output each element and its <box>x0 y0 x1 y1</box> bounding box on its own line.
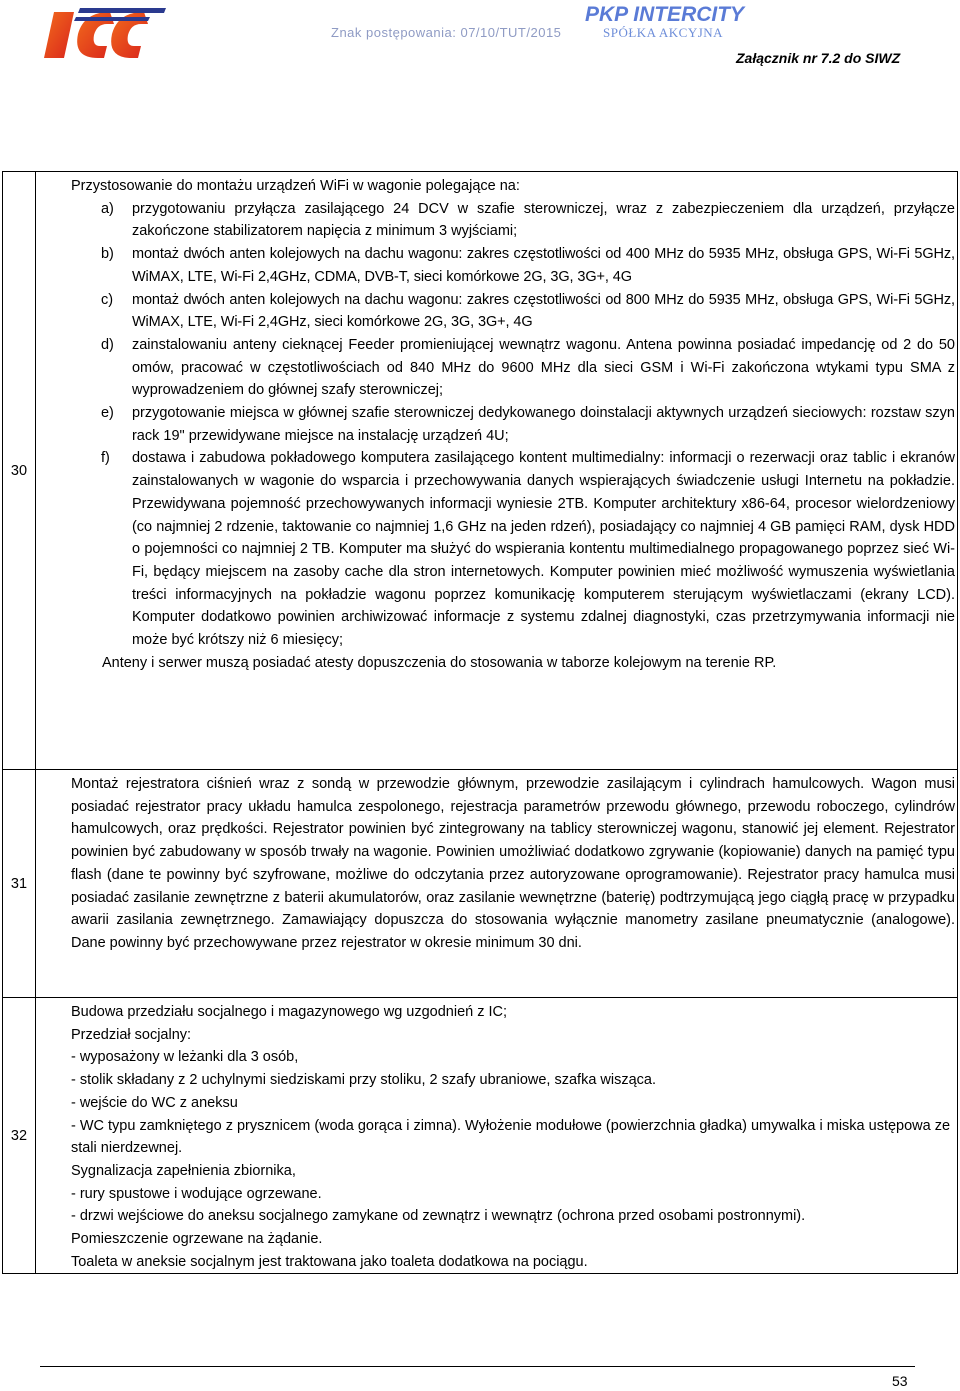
table-row <box>3 172 957 769</box>
row-number: 31 <box>3 770 36 997</box>
row-line: - rury spustowe i wodujące ogrzewane. <box>70 1185 322 1202</box>
brand-name: PKP INTERCITY <box>585 3 745 26</box>
table-row <box>3 769 957 997</box>
row-line: - wyposażony w leżanki dla 3 osób, <box>70 1049 299 1066</box>
page-number: 53 <box>892 1373 908 1389</box>
item-text: przygotowaniu przyłącza zasilającego 24 DCV w szafie sterowniczej, wraz z zabezpieczeniem dla urządzeń, przyłącze zakończone stabilizatorem napięcia z minimum 3 wyjściami; <box>131 200 955 240</box>
row-closing: Anteny i serwer muszą posiadać atesty dopuszczenia do stosowania w taborze kolejowym na terenie RP. <box>101 654 777 671</box>
row-line: Sygnalizacja zapełnienia zbiornika, <box>70 1162 296 1179</box>
row-line: - drzwi wejściowe do aneksu socjalnego zamykane od zewnątrz i wewnątrz (ochrona przed osobami postronnymi). <box>70 1208 806 1225</box>
item-text: przygotowanie miejsca w głównej szafie sterowniczej dedykowanego doinstalacji aktywnych urządzeń sieciowych: rozstaw szyn rack 19" przewidywane miejsce na instalację urządzeń 4U; <box>131 405 955 444</box>
item-label: d) <box>100 336 114 353</box>
row-line: - stolik składany z 2 uchylnymi siedziskami przy stoliku, 2 szafy ubraniowe, szafka wisząca. <box>70 1072 657 1089</box>
item-label: c) <box>100 291 114 308</box>
item-text: zainstalowaniu anteny cieknącej Feeder promieniującej wewnątrz wagonu. Antena powinna posiadać impedancję od 2 do 50 omów, pracować w częstotliwościach od 840 MHz do 9600 MHz dla sieci GSM i Wi-Fi zakończona wtykami typu SMA z wyprowadzeniem do głównej szafy sterowniczej; <box>131 336 955 399</box>
item-label: b) <box>100 246 114 263</box>
row-intro: Przystosowanie do montażu urządzeń WiFi w wagonie polegające na: <box>70 178 520 194</box>
row-text: Montaż rejestratora ciśnień wraz z sondą w przewodzie głównym, przewodzie zasilającym i cylindrach hamulcowych. Wagon musi posiadać rejestrator pracy układu hamulca zespolonego, rejestracja parametrów przewodu głównego, przewodu roboczego, cylindrów hamulcowych, oraz prędkości. Rejestrator powinien być zintegrowany na tablicy sterowniczej wagonu, stanowić jej element. Rejestrator powinien być zabudowany w sposób trwały na wagonie. Powinien umożliwiać dodatkowo zgrywanie (kopiowanie) danych na pamięć typu flash (dane te powinny być szyfrowane, możliwe do odczytania przez autoryzowane oprogramowanie). Rejestrator pracy hamulca musi posiadać zasilanie zewnętrzne z baterii akumulatorów, oraz zasilanie wewnętrzne (baterię) podtrzymującą jego ciągłą pracę w przypadku awarii zasilania zewnętrznego. Zamawiający dopuszcza do stosowania wyłącznie manometry zasilane pneumatycznie (analogowe). Dane powinny być przechowywane przez rejestrator w okresie minimum 30 dni. <box>70 776 955 951</box>
list-item <box>71 289 955 334</box>
list-item <box>71 198 955 243</box>
procurement-reference: Znak postępowania: 07/10/TUT/2015 <box>331 25 562 40</box>
row-number: 32 <box>3 998 36 1273</box>
row-content <box>36 172 957 769</box>
list-item <box>71 447 955 651</box>
row-line: - wejście do WC z aneksu <box>70 1094 238 1111</box>
item-label: e) <box>100 405 114 422</box>
row-content <box>36 998 957 1273</box>
item-label: f) <box>100 450 110 467</box>
page-header <box>0 0 960 70</box>
footer-divider <box>40 1366 915 1367</box>
row-line: Pomieszczenie ogrzewane na żądanie. <box>70 1231 323 1248</box>
list-item <box>71 243 955 288</box>
row-line: - WC typu zamkniętego z prysznicem (woda gorąca i zimna). Wyłożenie modułowe (powierzchnia gładka) umywalka i miska ustępowa ze stali nierdzewnej. <box>70 1117 951 1157</box>
row-number: 30 <box>3 172 36 769</box>
requirements-table <box>2 171 958 1274</box>
row-line: Toaleta w aneksie socjalnym jest traktowana jako toaleta dodatkowa na pociągu. <box>70 1253 588 1270</box>
row-line: Przedział socjalny: <box>70 1026 192 1043</box>
row-line: Budowa przedziału socjalnego i magazynowego wg uzgodnień z IC; <box>70 1004 508 1020</box>
list-item <box>71 334 955 402</box>
list-item <box>71 402 955 447</box>
item-text: montaż dwóch anten kolejowych na dachu wagonu: zakres częstotliwości od 800 MHz do 5935 MHz, obsługa GPS, Wi-Fi 5GHz, WiMAX, LTE, Wi-Fi 2,4GHz, sieci komórkowe 2G, 3G, 3G+, 4G <box>131 291 955 331</box>
attachment-label: Załącznik nr 7.2 do SIWZ <box>736 50 901 66</box>
row-content <box>36 770 957 997</box>
item-text: dostawa i zabudowa pokładowego komputera zasilającego kontent multimedialny: informacji o rezerwacji oraz tablic i ekranów zainstalowanych w wagonie do wsparcia i przechowywania danych wspierających świadczenie usługi Internetu na pokładzie. Przewidywana pojemność przechowywanych informacji wyniesie 2TB. Komputer architektury x86-64, procesor wielordzeniowy (co najmniej 2 rdzenie, taktowanie co najmniej 1,6 GHz na jeden rdzeń), posiadający co najmniej 4 GB pamięci RAM, dysk HDD o pojemności co najmniej 2 TB. Komputer ma służyć do wspierania kontentu multimedialnego propagowanego poprzez sieć Wi-Fi, będący miejscem na zasoby cache dla stron internetowych. Komputer powinien mieć możliwość wymuszenia wyświetlania treści informacyjnych na pokładzie wagonu poprzez komunikację komputerem sterującym wyświetlaczami (ekrany LCD). Komputer dodatkowo powinien archiwizować informacje z systemu zdalnej diagnostyki, czas przetrzymywania informacji nie może być krótszy niż 6 miesięcy; <box>131 450 955 649</box>
intercity-logo-icon <box>40 4 170 60</box>
item-text: montaż dwóch anten kolejowych na dachu wagonu: zakres częstotliwości od 400 MHz do 5935 MHz, obsługa GPS, Wi-Fi 5GHz, WiMAX, LTE, Wi-Fi 2,4GHz, CDMA, DVB-T, sieci komórkowe 2G, 3G, 3G+, 4G <box>131 246 955 285</box>
item-label: a) <box>100 200 114 217</box>
table-row <box>3 997 957 1273</box>
brand-subtitle: SPÓŁKA AKCYJNA <box>603 25 724 40</box>
